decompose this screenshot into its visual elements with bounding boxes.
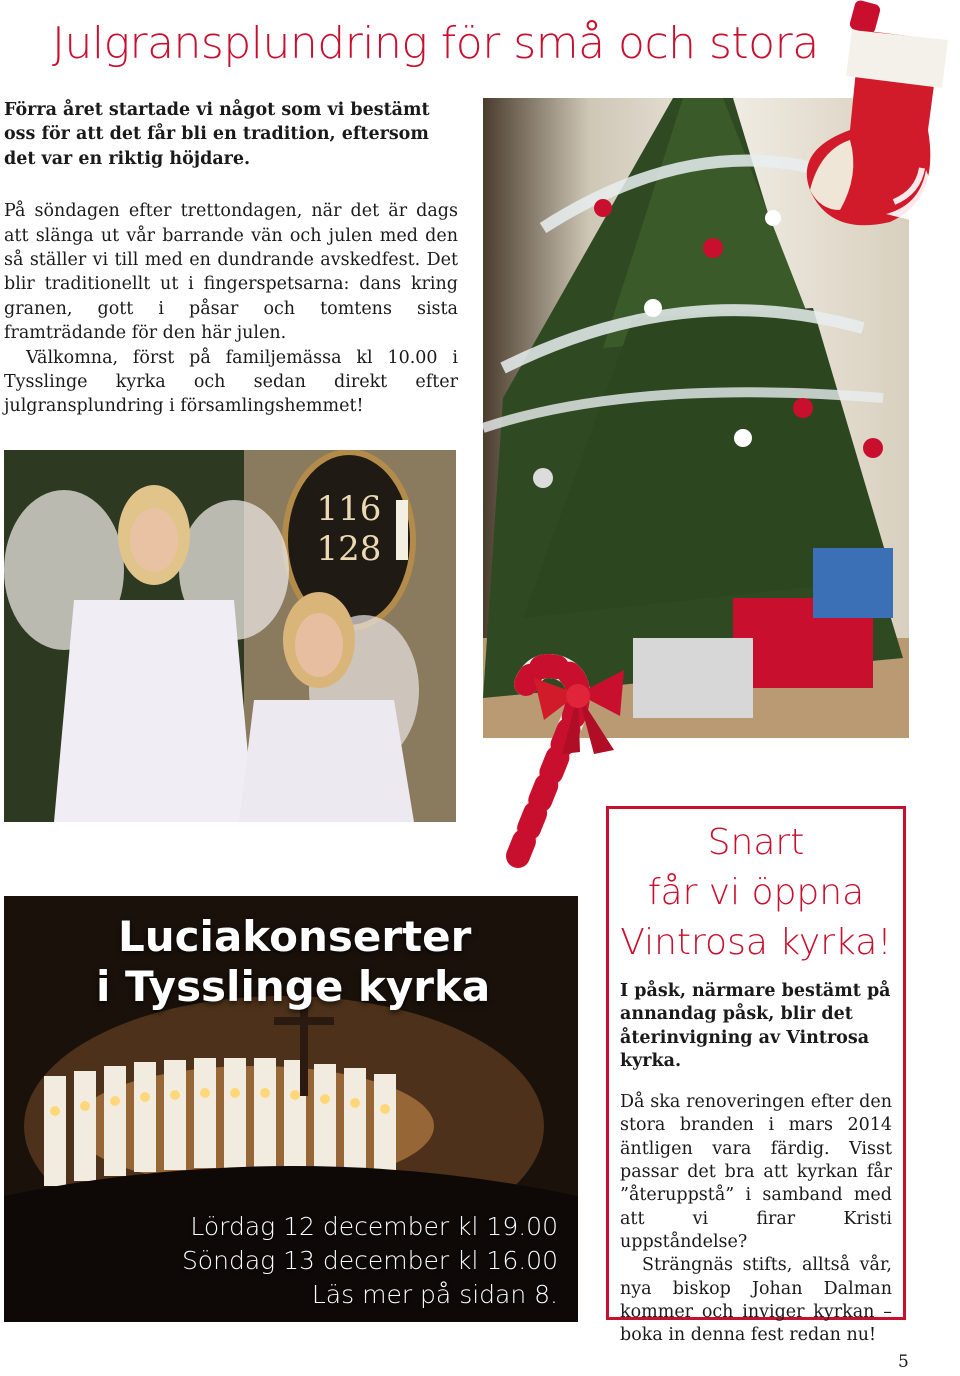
intro-paragraph-1: På söndagen efter trettondagen, när det är dags att slänga ut vår barrande vän och julen med den så ställer vi till med en dundrande avskedfest. Det blir traditionellt ut i fingerspetsarna: dans kring granen, gott i påsar och tomtens sista framträdande för den här julen. bbox=[4, 201, 458, 344]
lucia-date-2: Söndag 13 december kl 16.00 bbox=[181, 1246, 558, 1275]
vintrosa-text bbox=[620, 980, 892, 1347]
hymn-board-number-1: 116 bbox=[316, 489, 382, 529]
lucia-heading-line-2: i Tysslinge kyrka bbox=[96, 962, 491, 1011]
vintrosa-paragraph-2: Strängnäs stifts, alltså vår, nya biskop Johan Dalman kommer och inviger kyrkan – boka in denna fest redan nu! bbox=[620, 1255, 892, 1346]
vintrosa-title-line-1: Snart bbox=[707, 822, 805, 863]
lucia-more-link: Läs mer på sidan 8. bbox=[311, 1280, 558, 1309]
intro-paragraph-2: Välkomna, först på familjemässa kl 10.00 i Tysslinge kyrka och sedan direkt efter julgransplundring i församlingshemmet! bbox=[4, 347, 458, 417]
lucia-date-1: Lördag 12 december kl 19.00 bbox=[190, 1212, 558, 1241]
vintrosa-paragraph-1: Då ska renoveringen efter den stora branden i mars 2014 äntligen vara färdig. Visst passar det bra att kyrkan får ”återuppstå” i samband med att vi firar Kristi uppståndelse? bbox=[620, 1092, 892, 1252]
hymn-board-number-2: 128 bbox=[316, 529, 382, 569]
lucia-dates bbox=[150, 1210, 558, 1312]
vintrosa-title bbox=[610, 818, 902, 968]
lucia-heading-line-1: Luciakonserter bbox=[118, 912, 472, 961]
vintrosa-title-line-2: får vi öppna bbox=[647, 872, 865, 913]
vintrosa-title-line-3: Vintrosa kyrka! bbox=[620, 922, 892, 963]
page-number: 5 bbox=[898, 1352, 909, 1372]
intro-text bbox=[4, 98, 458, 419]
lucia-heading bbox=[96, 912, 566, 1012]
article-title: Julgransplundring för små och stora bbox=[52, 18, 819, 69]
intro-lead: Förra året startade vi något som vi bestämt oss för att det får bli en tradition, eftersom det var en riktig höjdare. bbox=[4, 100, 430, 169]
angels-illustration bbox=[4, 450, 456, 822]
angels-photo bbox=[4, 450, 456, 822]
christmas-stocking-icon bbox=[790, 0, 960, 236]
vintrosa-lead: I påsk, närmare bestämt på annandag påsk, blir det återinvigning av Vintrosa kyrka. bbox=[620, 981, 891, 1071]
